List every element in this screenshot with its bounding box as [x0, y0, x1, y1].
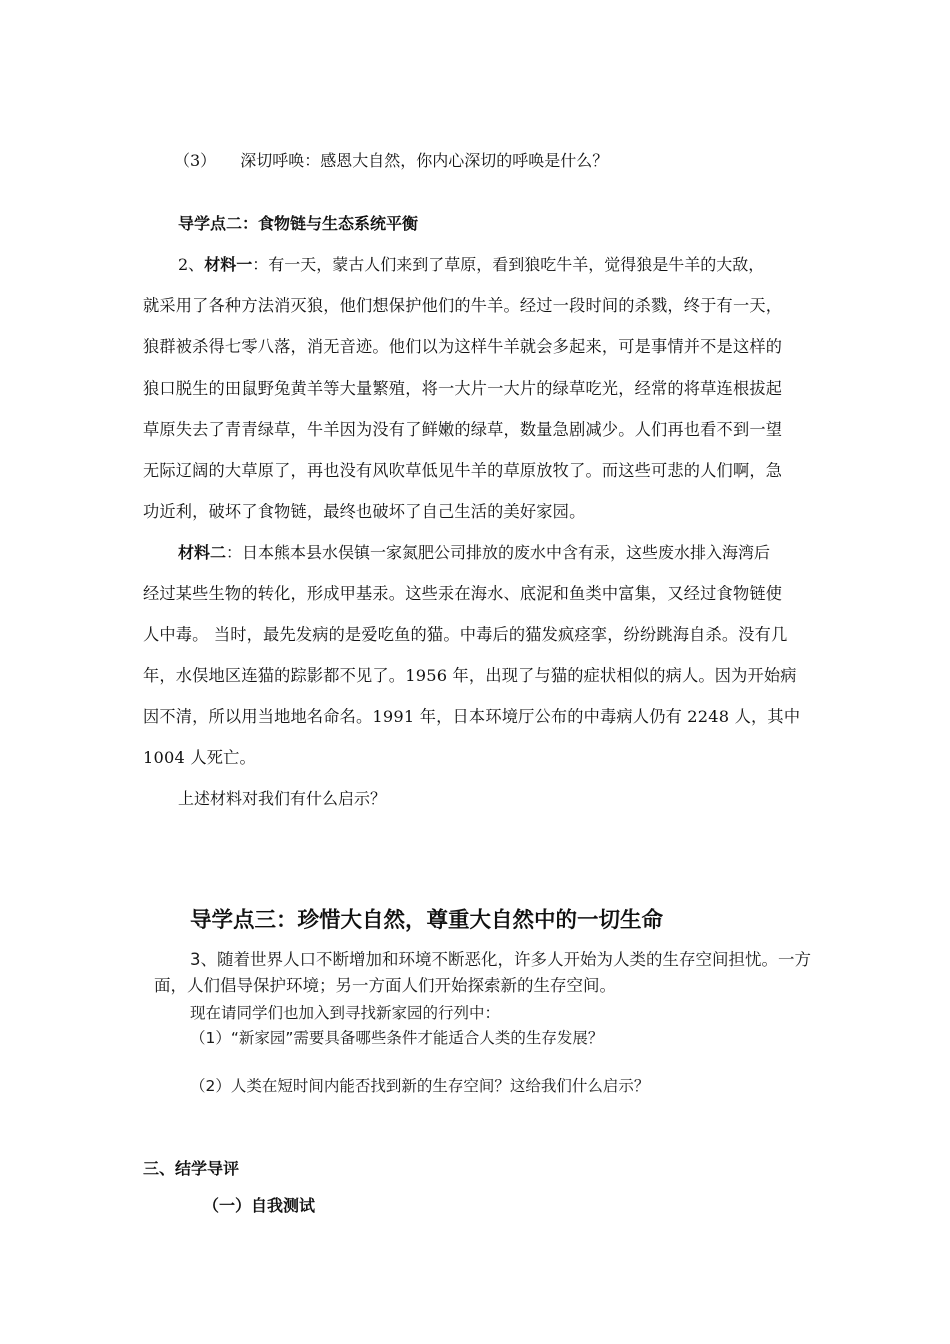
- self-test-title: （一）自我测试: [203, 1196, 316, 1215]
- material-2-line-4: 年，水俣地区连猫的踪影都不见了。1956 年，出现了与猫的症状相似的病人。因为开始病: [143, 666, 797, 685]
- question-3-number: （3）: [174, 151, 217, 170]
- material-1-line-7: 功近利，破坏了食物链，最终也破坏了自己生活的美好家园。: [143, 502, 586, 521]
- material-1-line-6: 无际辽阔的大草原了，再也没有风吹草低见牛羊的草原放牧了。而这些可悲的人们啊，急: [143, 461, 783, 480]
- material-2-line-2: 经过某些生物的转化，形成甲基汞。这些汞在海水、底泥和鱼类中富集，又经过食物链使: [143, 584, 783, 603]
- material-1-prefix: 2、: [178, 255, 205, 274]
- material-1-line-5: 草原失去了青青绿草，牛羊因为没有了鲜嫩的绿草，数量急剧减少。人们再也看不到一望: [143, 420, 783, 439]
- section-3-para-line-3: 现在请同学们也加入到寻找新家园的行列中：: [190, 1004, 501, 1022]
- material-1-line-3: 狼群被杀得七零八落，消无音迹。他们以为这样牛羊就会多起来，可是事情并不是这样的: [143, 337, 783, 356]
- material-1-label: 材料一: [204, 255, 253, 274]
- material-1-line-1: 2、材料一：有一天，蒙古人们来到了草原，看到狼吃牛羊，觉得狼是牛羊的大敌，: [178, 255, 765, 274]
- question-3: [174, 150, 608, 172]
- material-1-line-2: 就采用了各种方法消灭狼，他们想保护他们的牛羊。经过一段时间的杀戮，终于有一天，: [143, 296, 783, 315]
- section-3-title: 导学点三：珍惜大自然，尊重大自然中的一切生命: [190, 908, 664, 933]
- section-3-para-line-1: 3、随着世界人口不断增加和环境不断恶化，许多人开始为人类的生存空间担忧。一方: [190, 950, 811, 969]
- section-2-title: 导学点二：食物链与生态系统平衡: [178, 214, 419, 233]
- material-question: 上述材料对我们有什么启示？: [178, 789, 387, 808]
- question-3-text: 深切呼唤：感恩大自然，你内心深切的呼唤是什么？: [240, 151, 609, 170]
- material-2-label: 材料二: [178, 543, 227, 562]
- material-1-line-4: 狼口脱生的田鼠野兔黄羊等大量繁殖，将一大片一大片的绿草吃光，经常的将草连根拔起: [143, 379, 783, 398]
- material-2-line-1: 材料二：日本熊本县水俣镇一家氮肥公司排放的废水中含有汞，这些废水排入海湾后: [178, 543, 771, 562]
- material-2-line-3: 人中毒。 当时，最先发病的是爱吃鱼的猫。中毒后的猫发疯痉挛，纷纷跳海自杀。没有几: [143, 625, 788, 644]
- section-3-para-line-2: 面，人们倡导保护环境；另一方面人们开始探索新的生存空间。: [154, 976, 616, 995]
- material-2-line-6: 1004 人死亡。: [143, 748, 256, 767]
- section-3-question-1: （1）“新家园”需要具备哪些条件才能适合人类的生存发展？: [190, 1029, 604, 1047]
- material-2-line-5: 因不清，所以用当地地名命名。1991 年，日本环境厅公布的中毒病人仍有 2248 人，其中: [143, 707, 801, 726]
- summary-title: 三、结学导评: [143, 1159, 240, 1178]
- section-3-question-2: （2）人类在短时间内能否找到新的生存空间？这给我们什么启示？: [190, 1077, 650, 1095]
